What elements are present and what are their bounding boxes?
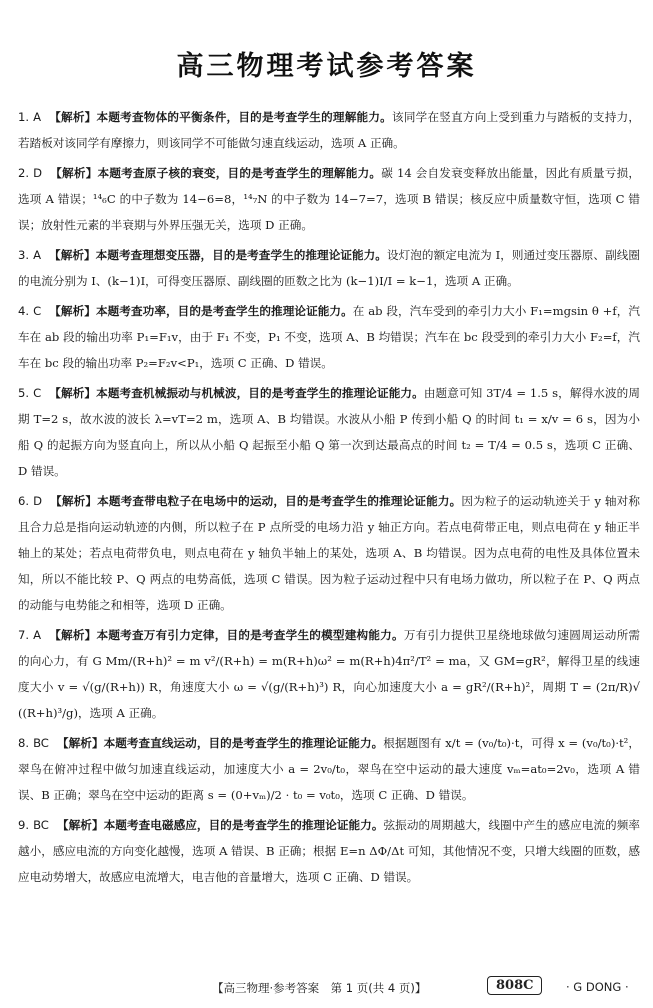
analysis-tag: 【解析】 <box>49 304 96 318</box>
item-answer: A <box>33 110 41 124</box>
page-title: 高三物理考试参考答案 <box>176 51 477 82</box>
item-answer: BC <box>33 736 49 750</box>
analysis-body: 根据题图有 x/t = (v₀/t₀)·t，可得 x = (v₀/t₀)·t²，翠鸟在俯冲过程中做匀加速直线运动，加速度大小 a = 2v₀/t₀，翠鸟在空中运动的最大速度 vₘ=at₀=2v₀，选项 A 错误、B 正确；翠鸟在空中运动的距离 s = (0+vₘ)/2 · t₀ = v₀t₀，选项 C 正确、D 错误。 <box>18 736 640 802</box>
item-number: 3. <box>18 248 30 262</box>
item-number: 2. <box>18 166 30 180</box>
answer-item-6 <box>18 488 640 618</box>
item-answer: D <box>33 494 42 508</box>
analysis-body: 设灯泡的额定电流为 I，则通过变压器原、副线圈的电流分别为 I、(k−1)I，可得变压器原、副线圈的匝数之比为 (k−1)I/I = k−1，选项 A 正确。 <box>18 248 640 288</box>
analysis-lead: 本题考查理想变压器，目的是考查学生的推理论证能力。 <box>95 248 387 262</box>
answer-item-4 <box>18 298 640 376</box>
analysis-tag: 【解析】 <box>49 110 97 124</box>
analysis-lead: 本题考查直线运动，目的是考查学生的推理论证能力。 <box>103 736 384 750</box>
analysis-tag: 【解析】 <box>56 736 104 750</box>
answer-item-9 <box>18 812 640 890</box>
analysis-body: 万有引力提供卫星绕地球做匀速圆周运动所需的向心力，有 G Mm/(R+h)² = m v²/(R+h) = m(R+h)ω² = m(R+h)4π²/T² = ma，又 GM=gR²，解得卫星的线速度大小 v = √(g/(R+h)) R，角速度大小 ω = √(g/(R+h)³) R，向心加速度大小 a = gR²/(R+h)²，周期 T = (2π/R)√((R+h)³/g)，选项 A 正确。 <box>18 628 640 720</box>
item-answer: C <box>33 304 42 318</box>
item-answer: A <box>33 628 41 642</box>
analysis-body: 由题意可知 3T/4 = 1.5 s，解得水波的周期 T=2 s，故水波的波长 λ=vT=2 m，选项 A、B 均错误。水波从小船 P 传到小船 Q 的时间 t₁ = x/v = 6 s，因为小船 Q 的起振方向为竖直向上，所以从小船 Q 起振至小船 Q 第一次到达最高点的时间 t₂ = T/4 = 0.5 s，选项 C 正确、D 错误。 <box>18 386 640 478</box>
analysis-lead: 本题考查电磁感应，目的是考查学生的推理论证能力。 <box>103 818 384 832</box>
answer-item-2 <box>18 160 640 238</box>
analysis-body: 因为粒子的运动轨迹关于 y 轴对称且合力总是指向运动轨迹的内侧，所以粒子在 P 点所受的电场力沿 y 轴正方向。若点电荷带正电，则点电荷在 y 轴正半轴上的某处；若点电荷带负电，则点电荷在 y 轴负半轴上的某处，选项 A、B 均错误。因为点电荷的电性及具体位置未知，所以不能比较 P、Q 两点的电势高低，选项 C 错误。因为粒子运动过程中只有电场力做功，所以粒子在 P、Q 两点的动能与电势能之和相等，选项 D 正确。 <box>18 494 640 612</box>
answer-item-5 <box>18 380 640 484</box>
analysis-lead: 本题考查带电粒子在电场中的运动，目的是考查学生的推理论证能力。 <box>97 494 462 508</box>
answer-item-1 <box>18 104 640 156</box>
item-number: 8. <box>18 736 30 750</box>
page-footer <box>0 975 653 1001</box>
item-number: 6. <box>18 494 30 508</box>
analysis-body: 弦振动的周期越大，线圈中产生的感应电流的频率越小，感应电流的方向变化越慢，选项 A 错误、B 正确；根据 E=n ΔΦ/Δt 可知，其他情况不变，只增大线圈的匝数，感应电动势增大，故感应电流增大，电吉他的音量增大，选项 C 正确、D 错误。 <box>18 818 640 884</box>
answer-item-3 <box>18 242 640 294</box>
item-answer: BC <box>33 818 49 832</box>
analysis-body: 在 ab 段，汽车受到的牵引力大小 F₁=mgsin θ +f，汽车在 ab 段的输出功率 P₁=F₁v，由于 F₁ 不变，P₁ 不变，选项 A、B 均错误；汽车在 bc 段受到的牵引力大小 F₂=f，汽车在 bc 段的输出功率 P₂=F₂v<P₁，选项 C 正确、D 错误。 <box>18 304 640 370</box>
item-number: 9. <box>18 818 30 832</box>
analysis-tag: 【解析】 <box>49 386 97 400</box>
answer-item-8 <box>18 730 640 808</box>
footer-page-info: 【高三物理·参考答案 第 1 页(共 4 页)】 <box>212 981 427 995</box>
analysis-lead: 本题考查机械振动与机械波，目的是考查学生的推理论证能力。 <box>96 386 424 400</box>
analysis-lead: 本题考查原子核的衰变，目的是考查学生的理解能力。 <box>97 166 382 180</box>
analysis-body: 该同学在竖直方向上受到重力与踏板的支持力，若踏板对该同学有摩擦力，则该同学不可能做匀速直线运动，选项 A 正确。 <box>18 110 640 150</box>
item-number: 7. <box>18 628 30 642</box>
item-number: 1. <box>18 110 30 124</box>
analysis-tag: 【解析】 <box>49 248 96 262</box>
analysis-lead: 本题考查万有引力定律，目的是考查学生的模型建构能力。 <box>96 628 404 642</box>
analysis-tag: 【解析】 <box>50 166 98 180</box>
analysis-tag: 【解析】 <box>49 628 97 642</box>
analysis-tag: 【解析】 <box>56 818 104 832</box>
item-number: 4. <box>18 304 30 318</box>
item-answer: A <box>33 248 41 262</box>
analysis-lead: 本题考查功率，目的是考查学生的推理论证能力。 <box>95 304 353 318</box>
footer-brand: · G DONG · <box>566 980 629 994</box>
answer-item-7 <box>18 622 640 726</box>
analysis-body: 碳 14 会自发衰变释放出能量，因此有质量亏损，选项 A 错误；¹⁴₆C 的中子数为 14−6=8，¹⁴₇N 的中子数为 14−7=7，选项 B 错误；核反应中质量数守恒，选项 C 错误；放射性元素的半衰期与外界压强无关，选项 D 正确。 <box>18 166 640 232</box>
analysis-lead: 本题考查物体的平衡条件，目的是考查学生的理解能力。 <box>96 110 392 124</box>
item-answer: C <box>33 386 42 400</box>
footer-paper-code: 808C <box>487 976 542 995</box>
answer-list <box>18 104 640 894</box>
item-number: 5. <box>18 386 30 400</box>
analysis-tag: 【解析】 <box>50 494 98 508</box>
item-answer: D <box>33 166 42 180</box>
